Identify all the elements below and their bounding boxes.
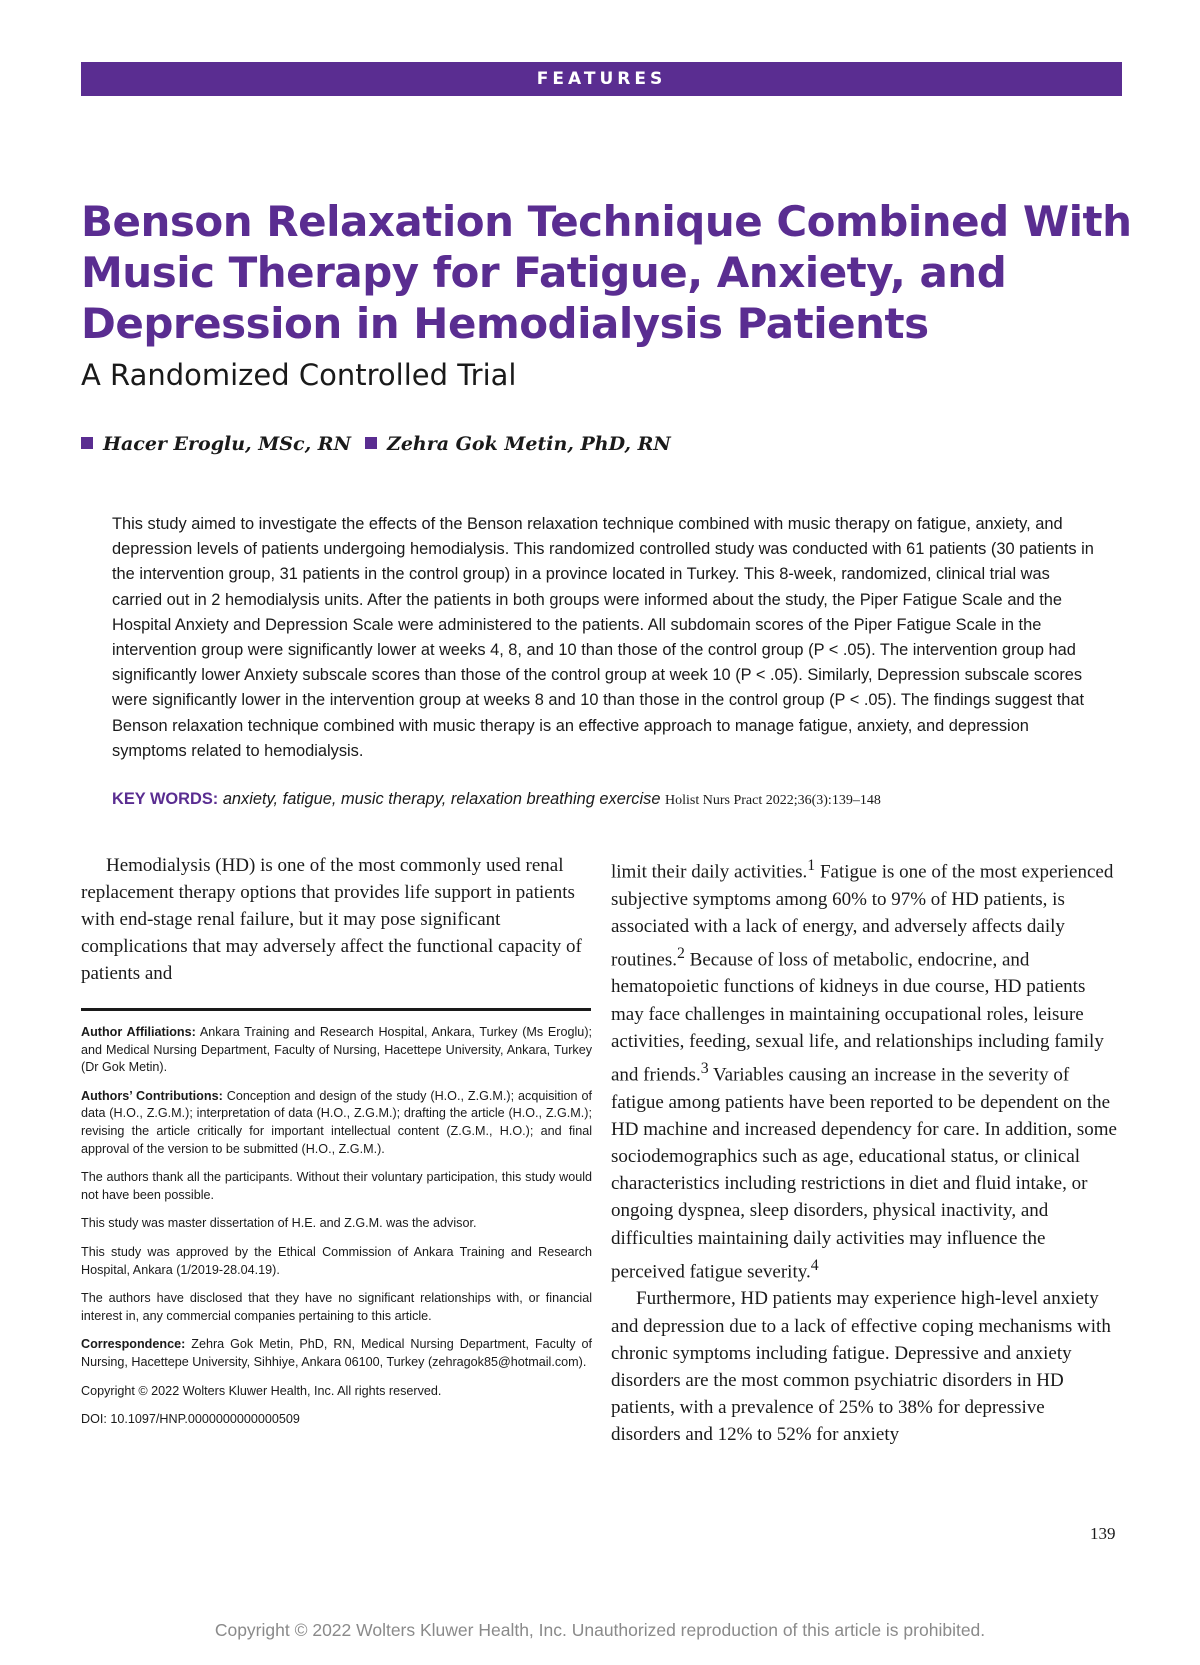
text-run: limit their daily activities. [611,861,808,883]
note-label: Author Affiliations: [81,1025,196,1039]
author-line [81,433,671,455]
paragraph: Furthermore, HD patients may experience high-level anxiety and depression due to a lack of effective coping mechanisms with chronic symptoms including fatigue. Depressive and anxiety disorders are the most common psychiatric disorders in HD patients, with a prevalence of 25% to 38% for depressive disorders and 12% to 52% for anxiety [611,1288,1111,1446]
author-notes [81,1024,592,1440]
note-text: Conception and design of the study (H.O., Z.G.M.); acquisition of data (H.O., Z.G.M.); interpretation of data (H.O., Z.G.M.); drafting the article (H.O., Z.G.M.); revising the article critically for important intellectual content (Z.G.M., H.O.); and final approval of the version to be submitted (H.O., Z.G.M.). [81,1088,592,1156]
note-doi: DOI: 10.1097/HNP.0000000000000509 [81,1412,300,1427]
keywords-label: KEY WORDS: [112,790,219,808]
reference-marker: 3 [700,1060,709,1078]
reference-marker: 2 [676,944,685,962]
note-correspondence [81,1336,592,1371]
paragraph [611,852,1119,1285]
bullet-square-icon [365,437,377,449]
keywords-list: anxiety, fatigue, music therapy, relaxation breathing exercise [222,790,661,808]
article-subtitle: A Randomized Controlled Trial [81,358,517,392]
text-run: Variables causing an increase in the severity of fatigue among patients have been reported to be dependent on the HD machine and increased dependency for care. In addition, some sociodemographics such as age, educational status, or clinical characteristics including restrictions in diet and fluid intake, or ongoing dyspnea, sleep disorders, physical inactivity, and difficulties maintaining daily activities may influence the perceived fatigue severity. [611,1064,1117,1283]
bullet-square-icon [81,437,93,449]
note-text: Zehra Gok Metin, PhD, RN, Medical Nursing Department, Faculty of Nursing, Hacettepe University, Sihhiye, Ankara 06100, Turkey (zehragok85@hotmail.com). [81,1337,593,1369]
note-contributions [81,1088,592,1158]
note-dissertation: This study was master dissertation of H.E. and Z.G.M. was the advisor. [81,1216,477,1231]
article-title: Benson Relaxation Technique Combined With Music Therapy for Fatigue, Anxiety, and Depression in Hemodialysis Patients [81,197,1132,348]
text-run: Fatigue is one of the most experienced subjective symptoms among 60% to 97% of HD patients, is associated with a lack of energy, and adversely affects daily routines. [611,861,1114,971]
copyright-footer: Copyright © 2022 Wolters Kluwer Health, Inc. Unauthorized reproduction of this article is prohibited. [214,1620,986,1640]
section-banner: FEATURES [81,62,1122,96]
author-name: Zehra Gok Metin, PhD, RN [386,433,671,455]
reference-marker: 1 [807,857,816,874]
note-ethics: This study was approved by the Ethical Commission of Ankara Training and Research Hospital, Ankara (1/2019-28.04.19). [81,1244,592,1277]
author-name: Hacer Eroglu, MSc, RN [103,433,351,455]
note-thanks: The authors thank all the participants. Without their voluntary participation, this study would not have been possible. [81,1170,592,1202]
text-run: Because of loss of metabolic, endocrine, and hematopoietic functions of kidneys in due course, HD patients may face challenges in maintaining occupational roles, leisure activities, feeding, sexual life, and relationships including family and friends. [611,949,1104,1086]
keywords-line [112,788,1112,812]
body-text-left: Hemodialysis (HD) is one of the most commonly used renal replacement therapy options that provides life support in patients with end-stage renal failure, but it may pose significant complications that may adversely affect the functional capacity of patients and [81,855,582,984]
note-label: Correspondence: [81,1337,186,1352]
page-number: 139 [1090,1524,1116,1543]
note-label: Authors’ Contributions: [81,1088,223,1103]
note-copyright: Copyright © 2022 Wolters Kluwer Health, Inc. All rights reserved. [81,1383,442,1398]
note-affiliations [81,1024,592,1077]
reference-marker: 4 [810,1256,819,1274]
abstract: This study aimed to investigate the effects of the Benson relaxation technique combined with music therapy on fatigue, anxiety, and depression levels of patients undergoing hemodialysis. This randomized controlled study was conducted with 61 patients (30 patients in the intervention group, 31 patients in the control group) in a province located in Turkey. This 8-week, randomized, clinical trial was carried out in 2 hemodialysis units. After the patients in both groups were informed about the study, the Piper Fatigue Scale and the Hospital Anxiety and Depression Scale were administered to the patients. All subdomain scores of the Piper Fatigue Scale in the intervention group were significantly lower at weeks 4, 8, and 10 than those of the control group (P < .05). The intervention group had significantly lower Anxiety subscale scores than those of the control group at week 10 (P < .05). Similarly, Depression subscale scores were significantly lower in the intervention group at weeks 8 and 10 than those in the control group (P < .05). The findings suggest that Benson relaxation technique combined with music therapy is an effective approach to manage fatigue, anxiety, and depression symptoms related to hemodialysis. [112,515,1094,760]
footnote-divider [81,1008,591,1011]
journal-citation: Holist Nurs Pract 2022;36(3):139–148 [665,793,881,808]
note-disclosure: The authors have disclosed that they have no significant relationships with, or financial interest in, any commercial companies pertaining to this article. [81,1291,592,1323]
body-text-right [611,852,1119,1449]
note-text: Ankara Training and Research Hospital, Ankara, Turkey (Ms Eroglu); and Medical Nursing Department, Faculty of Nursing, Hacettepe University, Ankara, Turkey (Dr Gok Metin). [81,1025,593,1075]
